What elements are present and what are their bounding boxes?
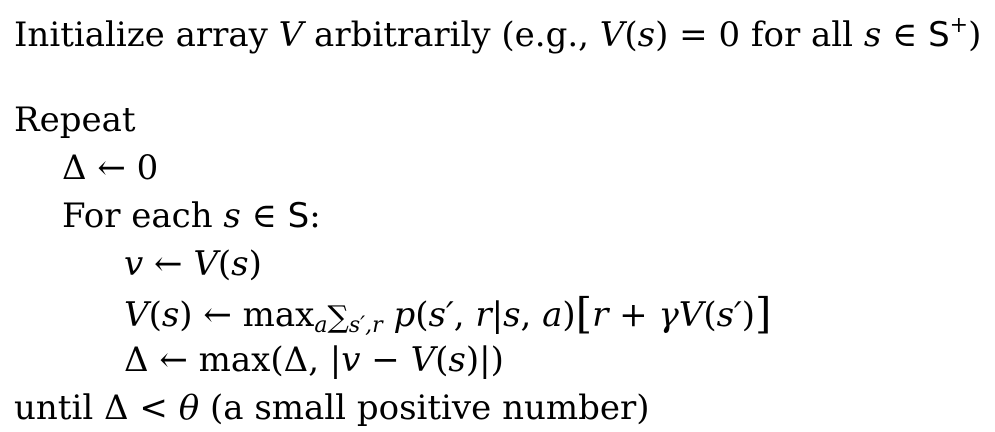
paren-open: ( — [217, 244, 232, 284]
eq-zero-text: = 0 for all — [668, 15, 864, 55]
comma-bar: , | — [308, 340, 342, 380]
var-r: r — [475, 295, 492, 335]
until-prefix: until — [14, 388, 105, 428]
init-end: ) — [968, 15, 982, 55]
var-theta: θ — [178, 388, 200, 428]
var-s: s — [161, 295, 180, 335]
set-S: S — [287, 196, 310, 236]
var-s-2: s — [863, 15, 882, 55]
colon: : — [309, 196, 321, 236]
var-V-2: V — [599, 15, 625, 55]
until-suffix: (a small positive number) — [199, 388, 650, 428]
init-mid: arbitrarily (e.g., — [303, 15, 600, 55]
var-gamma: γ — [658, 295, 679, 335]
args-open: ( — [415, 295, 429, 335]
var-V-2: V — [678, 295, 704, 335]
close-abs-paren: )|) — [465, 340, 504, 380]
repeat-line — [14, 100, 136, 140]
delta-update-line — [124, 340, 504, 380]
var-p: p — [382, 295, 416, 335]
arrow-max: ← max( — [148, 340, 284, 380]
in-symbol: ∈ — [881, 15, 929, 55]
var-s-prime-2: s′ — [716, 295, 742, 335]
var-s: s — [231, 244, 249, 284]
delta-symbol: Δ — [62, 148, 87, 188]
given-bar: | — [491, 295, 504, 335]
var-a: a — [542, 295, 563, 335]
v-assign-line — [124, 244, 262, 284]
var-v: v — [341, 340, 361, 380]
var-V: V — [278, 15, 304, 55]
plus-sign: + — [608, 295, 659, 335]
comma-2: , — [520, 295, 543, 335]
max-subscript-a: a — [314, 313, 328, 338]
var-v: v — [124, 244, 144, 284]
paren-open: ( — [624, 15, 638, 55]
paren-close: ) — [655, 15, 669, 55]
less-than: < — [128, 388, 179, 428]
minus-sign: − — [360, 340, 411, 380]
args-close: ) — [562, 295, 576, 335]
var-s-prime: s′ — [428, 295, 454, 335]
var-r-2: r — [592, 295, 609, 335]
in-symbol: ∈ — [240, 196, 288, 236]
delta-symbol-2: Δ — [283, 340, 309, 380]
right-bracket: ] — [755, 289, 772, 338]
var-s-2: s — [503, 295, 521, 335]
arrow: ← — [143, 244, 194, 284]
paren-close-2: ) — [741, 295, 756, 335]
var-V: V — [410, 340, 436, 380]
close-arrow-max: ) ← max — [179, 295, 315, 335]
for-each-line — [62, 196, 321, 236]
for-each-prefix: For each — [62, 196, 224, 236]
delta-init-line — [62, 148, 158, 188]
delta-symbol: Δ — [104, 388, 129, 428]
paren-close: ) — [248, 244, 262, 284]
arrow-zero: ← 0 — [86, 148, 159, 188]
paren-open-2: ( — [703, 295, 717, 335]
sum-symbol: ∑ — [327, 300, 349, 335]
var-s: s — [448, 340, 466, 380]
set-S: S — [928, 15, 950, 55]
bellman-update-line — [124, 289, 772, 346]
paren-open: ( — [148, 295, 162, 335]
sum-subscript: s′,r — [348, 313, 383, 338]
init-line — [14, 6, 981, 55]
var-V: V — [124, 295, 149, 335]
var-s: s — [223, 196, 241, 236]
repeat-keyword: Repeat — [14, 100, 136, 140]
var-V: V — [193, 244, 218, 284]
left-bracket: [ — [575, 289, 593, 338]
var-s: s — [637, 15, 656, 55]
comma: , — [453, 295, 476, 335]
plus-superscript: + — [949, 13, 969, 38]
init-prefix: Initialize array — [14, 15, 279, 55]
delta-symbol: Δ — [124, 340, 149, 380]
paren-open: ( — [435, 340, 449, 380]
until-line — [14, 388, 650, 428]
